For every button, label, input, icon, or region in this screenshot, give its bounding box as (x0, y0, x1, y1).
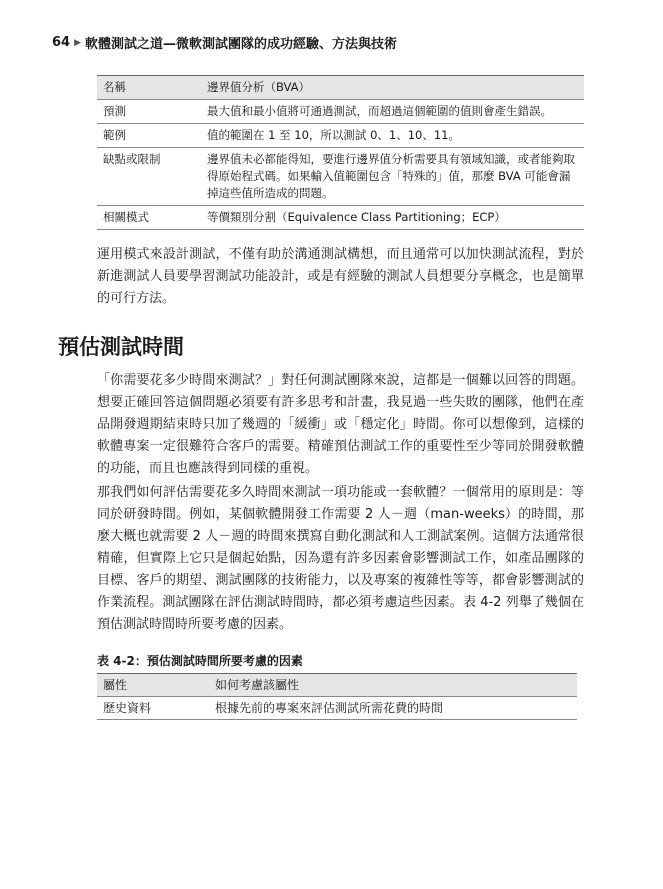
page-number: 64 (52, 35, 71, 50)
paragraph: 「你需要花多少時間來測試？」對任何測試團隊來說，這都是一個難以回答的問題。想要正確回答這個問題必須要有許多思考和計畫，我見過一些失敗的團隊，他們在產品開發週期結束時只加了幾週的「緩衝」或「穩定化」時間。你可以想像到，這樣的軟體專案一定很難符合客戶的需要。精確預估測試工作的重要性至少等同於開發軟體的功能，而且也應該得到同樣的重視。 (97, 373, 584, 476)
table-cell: 等價類別分割（Equivalence Class Partitioning；ECP） (201, 206, 584, 230)
table-caption: 表 4-2：預估測試時間所要考慮的因素 (97, 654, 303, 668)
triangle-icon: ▶ (74, 37, 82, 48)
table-row (97, 124, 584, 148)
table-row (97, 206, 584, 230)
section-heading: 預估測試時間 (58, 335, 184, 359)
page-header (52, 33, 397, 52)
book-title: 軟體測試之道—微軟測試團隊的成功經驗、方法與技術 (85, 37, 398, 52)
table-header-cell: 名稱 (97, 76, 201, 100)
table-cell: 值的範圍在 1 至 10，所以測試 0、1、10、11。 (201, 124, 584, 148)
table-header-row (97, 674, 577, 697)
table-row (97, 148, 584, 206)
table-row (97, 697, 577, 720)
table-header-cell: 屬性 (97, 674, 209, 697)
table-cell: 相關模式 (97, 206, 201, 230)
estimation-factors-table (97, 673, 577, 720)
table-header-cell: 邊界值分析（BVA） (201, 76, 584, 100)
paragraph: 那我們如何評估需要花多久時間來測試一項功能或一套軟體？一個常用的原則是：等同於研發時間。例如，某個軟體開發工作需要 2 人－週（man-weeks）的時間，那麼大概也就需要 2 人－週的時間來撰寫自動化測試和人工測試案例。這個方法通常很精確，但實際上它只是個起始點，因為還有許多因素會影響測試工作，如產品團隊的目標、客戶的期望、測試團隊的技術能力，以及專案的複雜性等等，都會影響測試的作業流程。測試團隊在評估測試時間時，都必須考慮這些因素。表 4-2 列舉了幾個在預估測試時間時所要考慮的因素。 (97, 485, 584, 632)
pattern-table (97, 75, 584, 230)
table-cell: 根據先前的專案來評估測試所需花費的時間 (209, 697, 577, 720)
table-header-cell: 如何考慮該屬性 (209, 674, 577, 697)
table-cell: 邊界值未必都能得知，要進行邊界值分析需要具有領域知識，或者能夠取得原始程式碼。如果輸入值範圍包含「特殊的」值，那麼 BVA 可能會漏掉這些值所造成的問題。 (201, 148, 584, 206)
table-cell: 歷史資料 (97, 697, 209, 720)
table-cell: 最大值和最小值將可通過測試，而超過這個範圍的值則會產生錯誤。 (201, 100, 584, 124)
table-header-row (97, 76, 584, 100)
table-cell: 缺點或限制 (97, 148, 201, 206)
table-cell: 範例 (97, 124, 201, 148)
table-row (97, 100, 584, 124)
table-cell: 預測 (97, 100, 201, 124)
paragraph: 運用模式來設計測試，不僅有助於溝通測試構想，而且通常可以加快測試流程，對於新進測試人員要學習測試功能設計，或是有經驗的測試人員想要分享概念，也是簡單的可行方法。 (97, 247, 584, 306)
